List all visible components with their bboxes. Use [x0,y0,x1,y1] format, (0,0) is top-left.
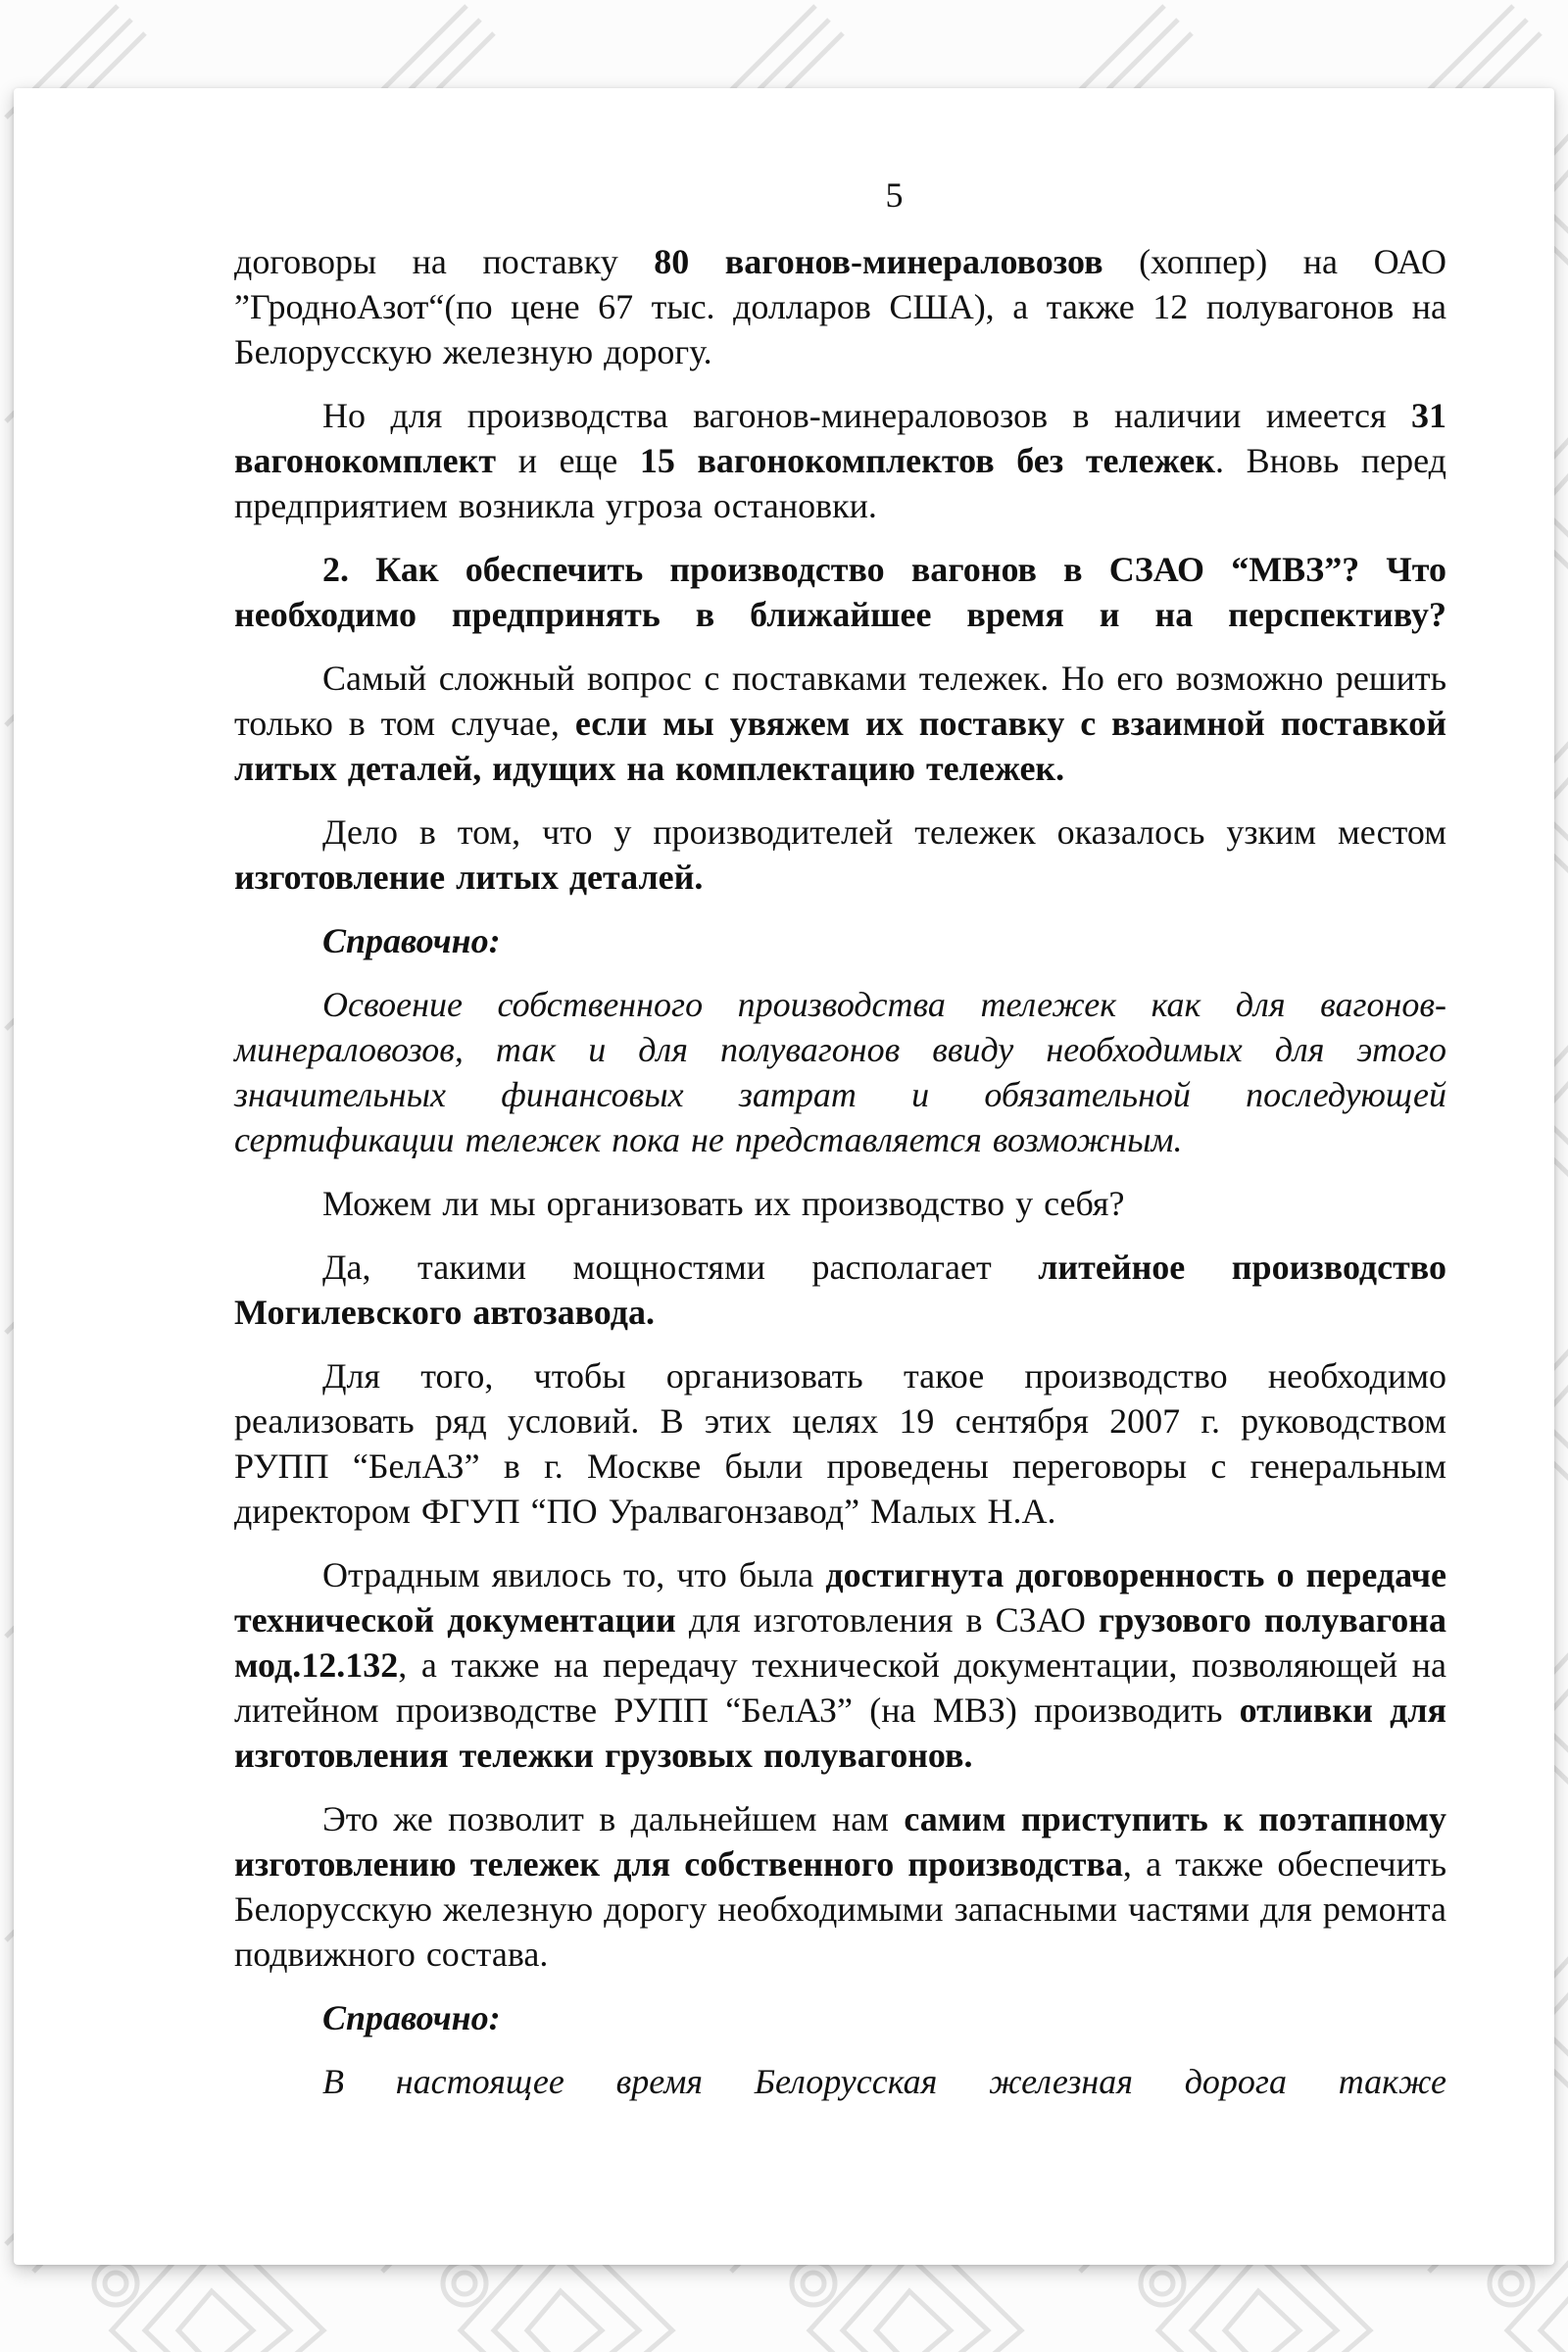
paragraph [234,1796,1446,1977]
text-run: Но для производства вагонов-минераловозов в наличии имеется [322,396,1411,435]
text-run: 80 вагонов-минераловозов [654,242,1103,281]
text-run: самим приступить к поэтапному изготовлению тележек для собственного производства [234,1799,1446,1884]
text-run: Можем ли мы организовать их производство у себя? [322,1184,1125,1223]
text-run: Освоение собственного производства тележек как для вагонов-минераловозов, так и для полувагонов ввиду необходимых для этого значительных финансовых затрат и обязательной последующей сертификации тележек пока не представляется возможным. [234,985,1446,1159]
paragraph [234,918,1446,963]
text-run: Самый сложный вопрос с поставками тележек. Но его возможно решить только в том случае, [234,659,1446,743]
paragraph [234,982,1446,1162]
text-run: 15 вагонокомплектов без тележек [639,441,1216,480]
text-run: договоры на поставку [234,242,655,281]
text-run: В настоящее время Белорусская железная дорога также [322,2062,1446,2101]
paragraph [234,1552,1446,1778]
text-run: отливки для изготовления тележки грузовых полувагонов. [234,1690,1447,1775]
paragraph [234,656,1446,791]
paragraph [234,547,1446,637]
page-margins [14,88,1554,2104]
paragraph [234,1245,1446,1335]
text-run: грузового полувагона мод.12.132 [234,1600,1446,1685]
text-run: и еще [496,441,640,480]
text-run: , а также на передачу технической документации, позволяющей на литейном производстве РУПП “БелАЗ” (на МВЗ) производить [234,1645,1446,1730]
text-run: 2. Как обеспечить производство вагонов в СЗАО “МВЗ”? Что необходимо предпринять в ближайшее время и на перспективу? [234,550,1446,634]
document-page [14,88,1554,2265]
paragraph [234,809,1446,900]
text-run: для изготовления в СЗАО [675,1600,1099,1640]
page-body [234,239,1446,2104]
paragraph [234,1995,1446,2040]
text-run: . Вновь перед предприятием возникла угроза остановки. [234,441,1446,525]
text-run: Да, такими мощностями располагает [322,1248,1039,1287]
text-run: Справочно: [322,921,501,960]
text-run: (хоппер) на ОАО ”ГродноАзот“(по цене 67 тыс. долларов США), а также 12 полувагонов на Белорусскую железную дорогу. [234,242,1446,371]
text-run: Отрадным явилось то, что была [322,1555,826,1594]
text-run: если мы увяжем их поставку с взаимной поставкой литых деталей, идущих на комплектацию тележек. [234,704,1446,788]
text-run: достигнута договоренность о передаче технической документации [234,1555,1446,1640]
text-run: Справочно: [322,1998,501,2037]
text-run: , а также обеспечить Белорусскую железную дорогу необходимыми запасными частями для ремонта подвижного состава. [234,1844,1447,1974]
page-number: 5 [885,175,904,215]
paragraph [234,239,1446,374]
text-run: литейное производство Могилевского автозавода. [234,1248,1447,1332]
text-run: Для того, чтобы организовать такое производство необходимо реализовать ряд условий. В этих целях 19 сентября 2007 г. руководством РУПП “БелАЗ” в г. Москве были проведены переговоры с генеральным директором ФГУП “ПО Уралвагонзавод” Малых Н.А. [234,1356,1446,1531]
paragraph [234,2059,1446,2104]
paragraph [234,1181,1446,1226]
paragraph [234,1353,1446,1534]
paragraph [234,393,1446,528]
text-run: изготовление литых деталей. [234,858,704,897]
text-run: 31 вагонокомплект [234,396,1446,480]
text-run: Дело в том, что у производителей тележек оказалось узким местом [322,812,1446,852]
text-run: Это же позволит в дальнейшем нам [322,1799,905,1838]
